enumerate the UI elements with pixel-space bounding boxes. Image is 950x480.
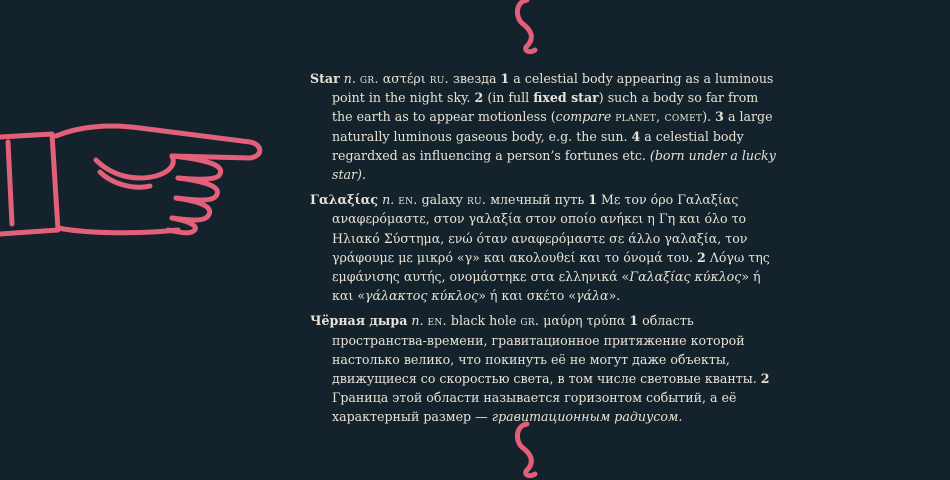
dictionary-entry-star bbox=[310, 69, 780, 184]
definition-text: ) such a body so far from the earth as to appear motionless ( bbox=[332, 90, 759, 125]
sense-number: 1 bbox=[588, 192, 597, 208]
definition-text: a celestial body appearing as a luminous point in the night sky. bbox=[332, 71, 774, 106]
dictionary-entries bbox=[310, 69, 780, 433]
dictionary-entry-galaxias bbox=[310, 190, 780, 305]
italic-term: гравитационным радиусом bbox=[491, 409, 679, 425]
bold-term: fixed star bbox=[533, 90, 599, 106]
pointing-hand-icon bbox=[0, 112, 270, 247]
language-tag: en. bbox=[398, 192, 418, 208]
translation: μαύρη τρύπα bbox=[539, 313, 630, 329]
definition-text: ). bbox=[702, 109, 716, 125]
language-tag: ru. bbox=[429, 71, 449, 86]
sense-number: 2 bbox=[760, 371, 770, 387]
language-tag: gr. bbox=[520, 313, 540, 329]
definition-text: область пространства-времени, гравитационное притяжение которой настолько велико, что покинуть её не могут даже объекты, движущиеся со скоростью света, в том числе световые кванты. bbox=[332, 313, 761, 387]
language-tag: ru. bbox=[466, 192, 487, 208]
sense-number: 2 bbox=[696, 249, 706, 265]
cross-reference-label: compare bbox=[555, 109, 612, 125]
definition-text: Με τον όρο Γαλαξίας αναφερόμαστε, στον γαλαξία στον οποίο ανήκει η Γη και όλο το Ηλιακό Σύστημα, ενώ όταν αναφερόμαστε σε άλλο γαλαξία, τον γράφουμε με μικρό «γ» και ακολουθεί και το όνομά του. bbox=[332, 192, 748, 265]
cross-reference-terms: planet, comet bbox=[615, 109, 703, 125]
part-of-speech: n. bbox=[411, 313, 424, 329]
italic-term: γάλα bbox=[576, 288, 609, 304]
usage-example: (born under a lucky star). bbox=[332, 147, 776, 183]
definition-text: a large naturally luminous gaseous body, e.g. the sun. bbox=[332, 109, 773, 144]
definition-text: » ή και « bbox=[332, 269, 761, 304]
definition-text: Λόγω της εμφάνισης αυτής, ονομάστηκε στα ελληνικά « bbox=[332, 249, 770, 285]
swash-ornament-icon bbox=[505, 0, 545, 56]
italic-term: Γαλαξίας κύκλος bbox=[629, 269, 742, 285]
translation: звезда bbox=[448, 71, 501, 86]
definition-text: Граница этой области называется горизонтом событий, а её характерный размер — bbox=[332, 390, 737, 425]
definition-text: . bbox=[678, 409, 683, 425]
translation: αστέρι bbox=[378, 71, 430, 86]
italic-term: γάλακτος κύκλος bbox=[365, 288, 479, 304]
translation: млечный путь bbox=[486, 192, 589, 208]
sense-number: 2 bbox=[474, 90, 484, 106]
headword: Γαλαξίας bbox=[310, 192, 379, 208]
definition-text: (in full bbox=[483, 90, 534, 106]
sense-number: 1 bbox=[500, 71, 510, 86]
sense-number: 3 bbox=[715, 109, 724, 125]
part-of-speech: n. bbox=[343, 71, 356, 86]
part-of-speech: n. bbox=[382, 192, 395, 208]
headword: Чёрная дыра bbox=[310, 313, 408, 329]
dictionary-entry-chernaya-dyra bbox=[310, 311, 780, 426]
sense-number: 4 bbox=[631, 128, 641, 144]
definition-text: » ή και σκέτο « bbox=[478, 288, 577, 304]
sense-number: 1 bbox=[629, 313, 639, 329]
definition-text: ». bbox=[608, 288, 621, 304]
language-tag: en. bbox=[427, 313, 447, 329]
definition-text: a celestial body regardxed as influencing a person’s fortunes etc. bbox=[332, 128, 744, 163]
translation: black hole bbox=[446, 313, 521, 329]
headword: Star bbox=[310, 71, 340, 86]
language-tag: gr. bbox=[359, 71, 379, 86]
translation: galaxy bbox=[417, 192, 467, 208]
